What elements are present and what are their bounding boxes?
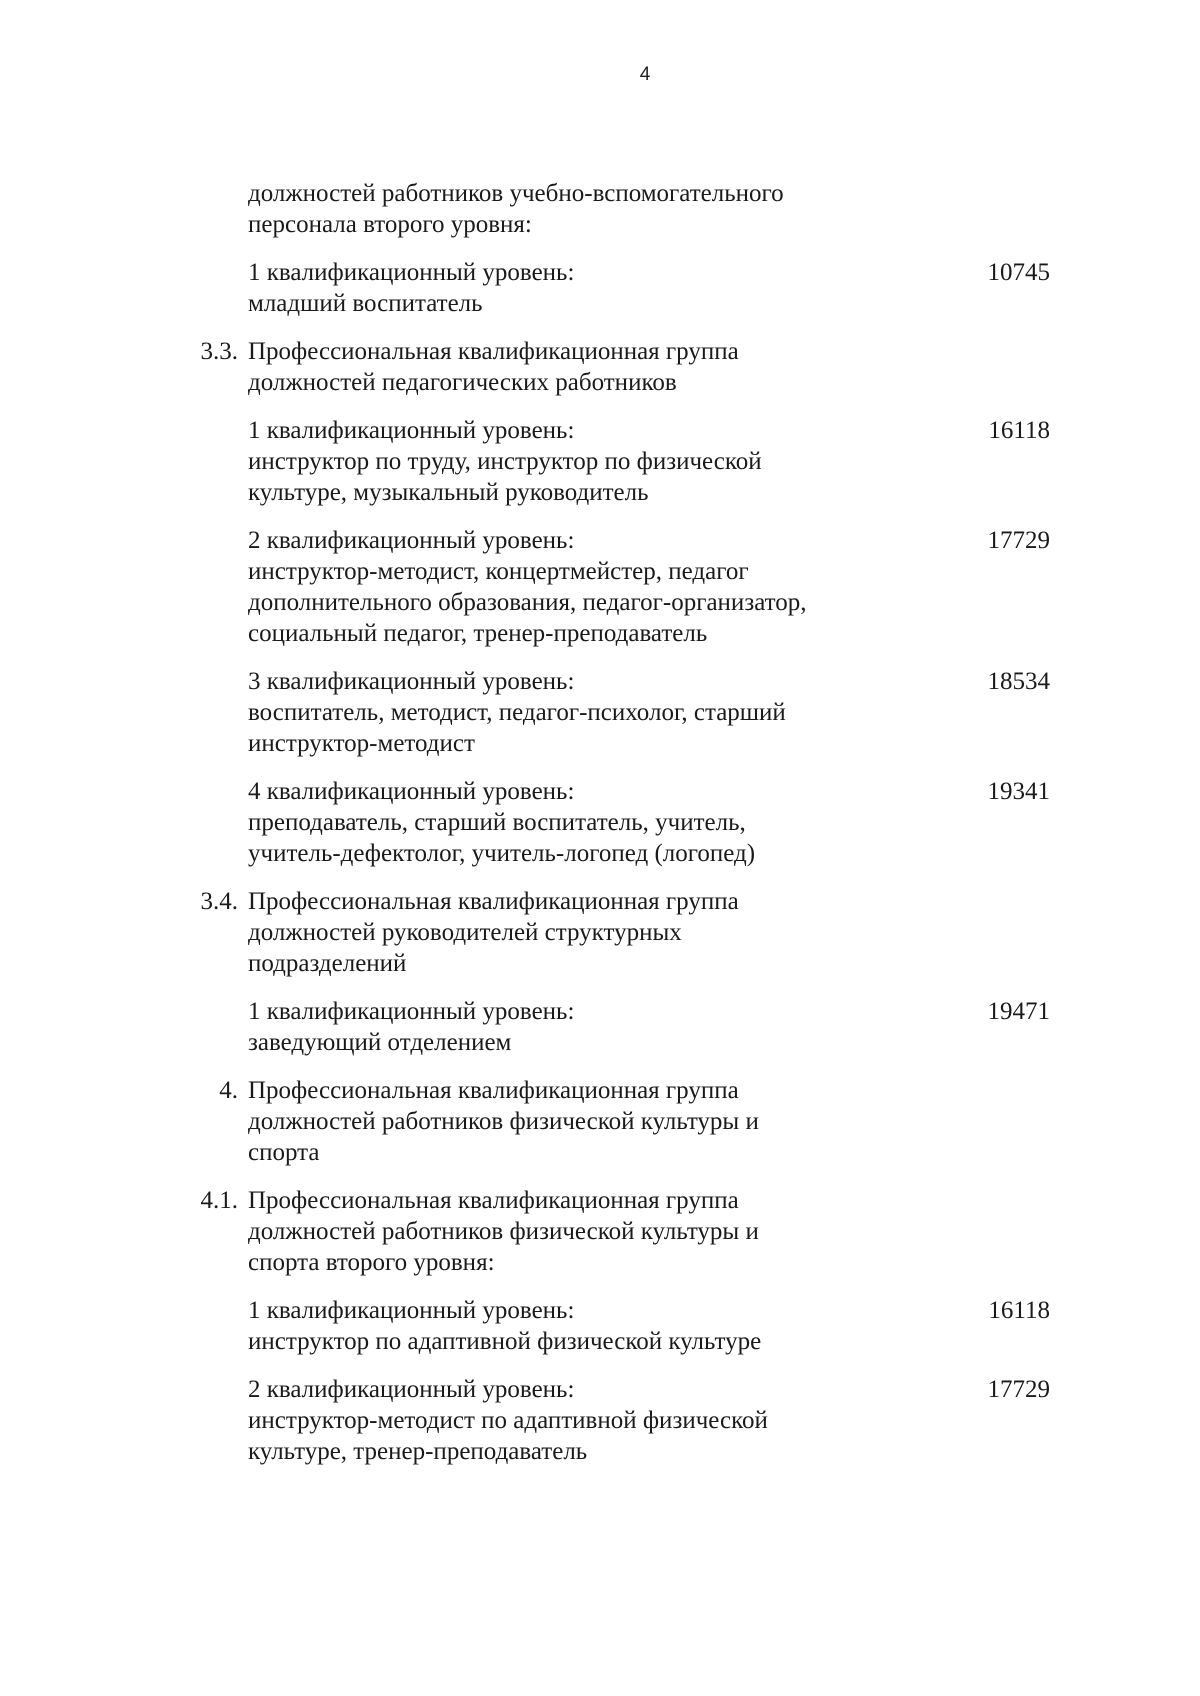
row-description xyxy=(238,257,858,319)
row-salary-value: 10745 xyxy=(987,259,1050,286)
row-salary-value: 16118 xyxy=(988,1297,1050,1324)
row-text-line: Профессиональная квалификационная группа xyxy=(248,1077,739,1104)
row-text-line: подразделений xyxy=(248,950,407,977)
row-text-line: инструктор по адаптивной физической культуре xyxy=(248,1328,762,1355)
row-salary-value: 19471 xyxy=(987,998,1050,1025)
row-number: 3.4. xyxy=(200,888,238,915)
row-text-line: должностей руководителей структурных xyxy=(248,919,682,946)
row-number: 4. xyxy=(219,1077,238,1104)
row-text-line: 1 квалификационный уровень: xyxy=(248,417,575,444)
row-text-line: должностей работников учебно-вспомогательного xyxy=(248,180,784,207)
row-text-line: 3 квалификационный уровень: xyxy=(248,668,575,695)
row-text-line: младший воспитатель xyxy=(248,290,483,317)
row-number: 3.3. xyxy=(200,338,238,365)
row-text-line: спорта второго уровня: xyxy=(248,1249,495,1276)
table-row xyxy=(170,886,1050,979)
row-text-line: дополнительного образования, педагог-организатор, xyxy=(248,589,807,616)
row-text-line: Профессиональная квалификационная группа xyxy=(248,338,739,365)
row-description xyxy=(238,525,858,649)
row-salary-value: 16118 xyxy=(988,417,1050,444)
table-row xyxy=(170,178,1050,240)
table-row xyxy=(170,415,1050,508)
table-row xyxy=(170,776,1050,869)
row-text-line: учитель-дефектолог, учитель-логопед (логопед) xyxy=(248,840,756,867)
table-row xyxy=(170,996,1050,1058)
row-text-line: 1 квалификационный уровень: xyxy=(248,259,575,286)
row-text-line: культуре, тренер-преподаватель xyxy=(248,1438,588,1465)
table-row xyxy=(170,1295,1050,1357)
row-text-line: преподаватель, старший воспитатель, учитель, xyxy=(248,809,746,836)
table-row xyxy=(170,1185,1050,1278)
row-number: 4.1. xyxy=(200,1187,238,1214)
row-description xyxy=(238,1075,858,1168)
page-number: 4 xyxy=(639,64,651,85)
row-text-line: социальный педагог, тренер-преподаватель xyxy=(248,620,708,647)
table-row xyxy=(170,666,1050,759)
row-description xyxy=(238,776,858,869)
row-description xyxy=(238,996,858,1058)
row-text-line: должностей педагогических работников xyxy=(248,369,677,396)
row-text-line: культуре, музыкальный руководитель xyxy=(248,479,649,506)
table-row xyxy=(170,257,1050,319)
row-text-line: Профессиональная квалификационная группа xyxy=(248,888,739,915)
row-text-line: инструктор-методист, концертмейстер, педагог xyxy=(248,558,749,585)
row-description xyxy=(238,886,858,979)
row-description xyxy=(238,1185,858,1278)
salary-table xyxy=(170,178,1050,1467)
row-text-line: 2 квалификационный уровень: xyxy=(248,1376,575,1403)
row-description xyxy=(238,178,858,240)
row-text-line: инструктор-методист xyxy=(248,730,475,757)
row-text-line: должностей работников физической культуры и xyxy=(248,1218,759,1245)
row-description xyxy=(238,336,858,398)
row-description xyxy=(238,1374,858,1467)
row-text-line: Профессиональная квалификационная группа xyxy=(248,1187,739,1214)
row-text-line: 4 квалификационный уровень: xyxy=(248,778,575,805)
row-description xyxy=(238,666,858,759)
row-text-line: заведующий отделением xyxy=(248,1029,512,1056)
row-text-line: персонала второго уровня: xyxy=(248,211,532,238)
table-row xyxy=(170,525,1050,649)
row-text-line: 1 квалификационный уровень: xyxy=(248,998,575,1025)
row-text-line: спорта xyxy=(248,1139,320,1166)
row-text-line: 2 квалификационный уровень: xyxy=(248,527,575,554)
row-description xyxy=(238,415,858,508)
row-text-line: инструктор по труду, инструктор по физической xyxy=(248,448,762,475)
row-text-line: инструктор-методист по адаптивной физической xyxy=(248,1407,768,1434)
row-salary-value: 17729 xyxy=(987,527,1050,554)
row-text-line: должностей работников физической культуры и xyxy=(248,1108,759,1135)
row-salary-value: 17729 xyxy=(987,1376,1050,1403)
table-row xyxy=(170,336,1050,398)
row-text-line: 1 квалификационный уровень: xyxy=(248,1297,575,1324)
row-description xyxy=(238,1295,858,1357)
row-salary-value: 19341 xyxy=(987,778,1050,805)
table-row xyxy=(170,1374,1050,1467)
table-row xyxy=(170,1075,1050,1168)
row-text-line: воспитатель, методист, педагог-психолог, старший xyxy=(248,699,786,726)
row-salary-value: 18534 xyxy=(987,668,1050,695)
